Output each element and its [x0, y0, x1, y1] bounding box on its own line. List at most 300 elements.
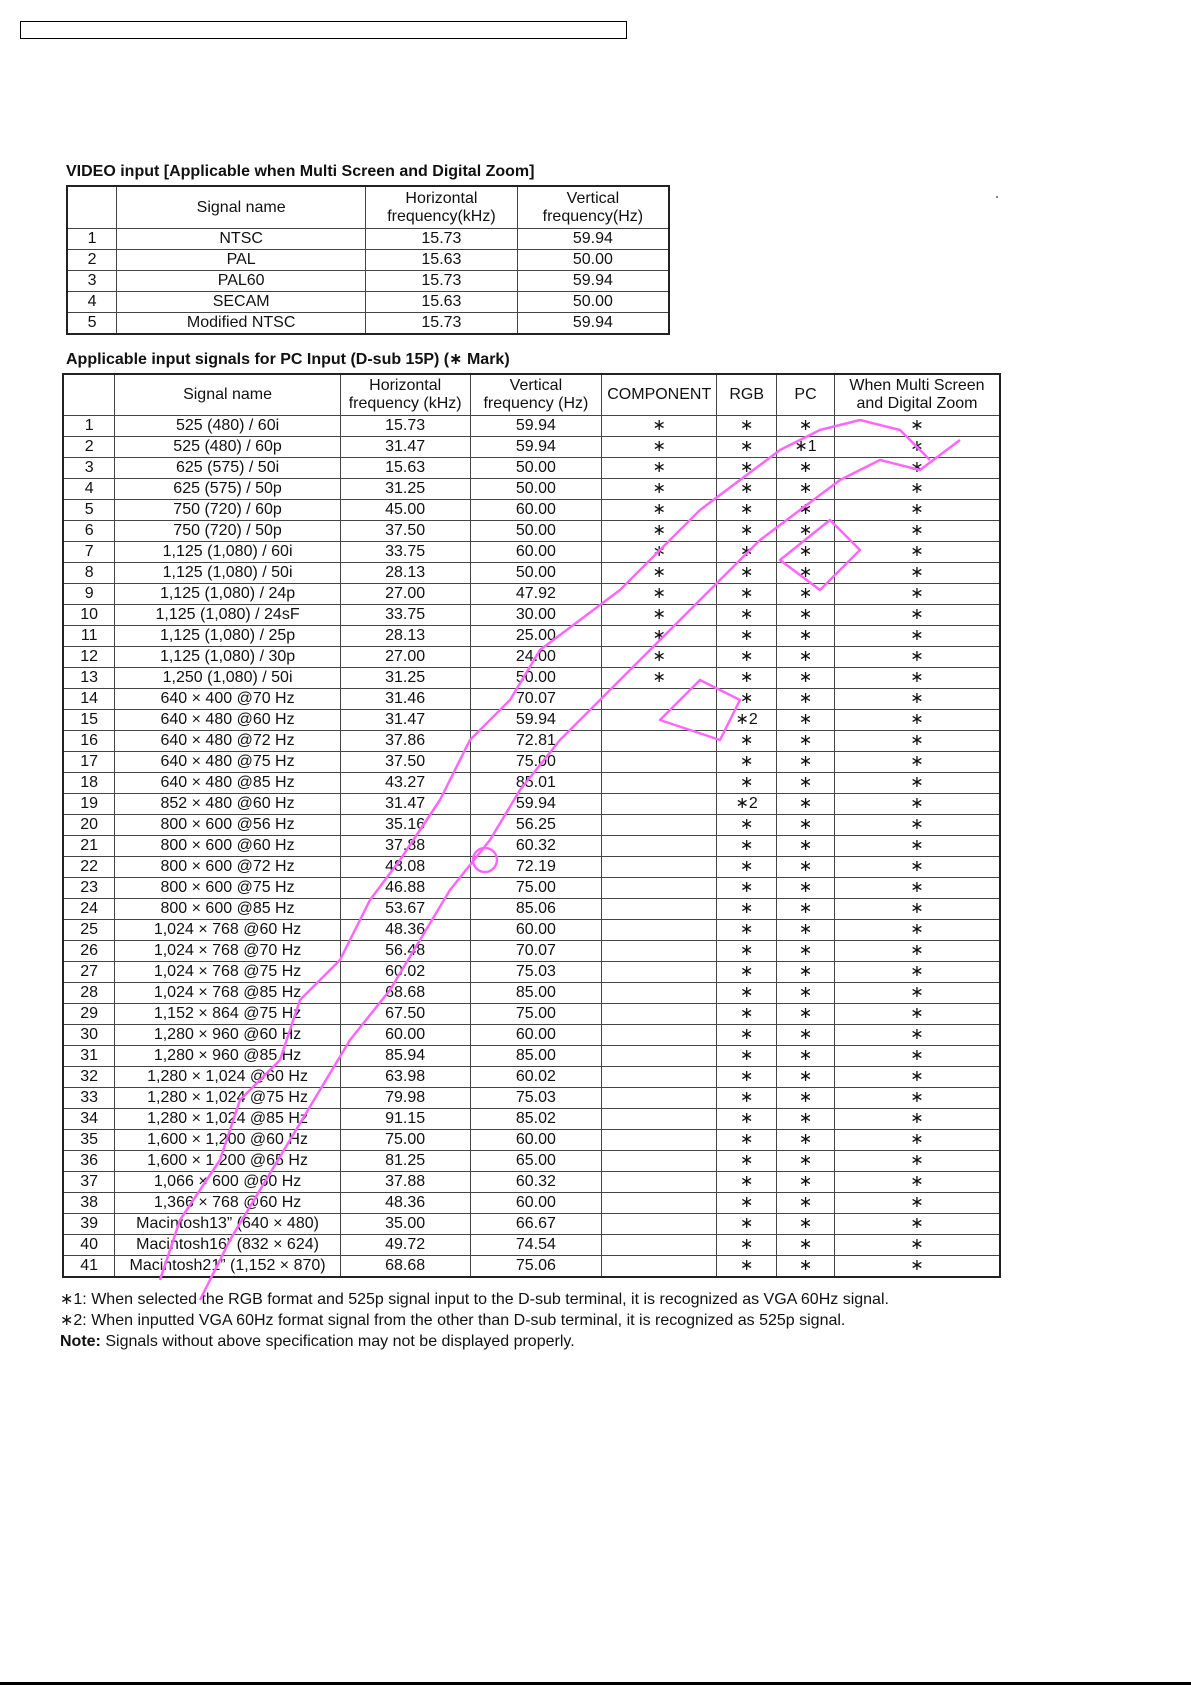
component-mark	[602, 689, 717, 710]
column-header-text: PC	[794, 386, 817, 403]
column-header-text: frequency(Hz)	[542, 207, 644, 225]
rgb-mark: ∗	[717, 836, 777, 857]
table-row	[63, 479, 1000, 500]
vertical-frequency: 24.00	[470, 647, 602, 668]
component-mark	[602, 1256, 717, 1278]
signal-name: 625 (575) / 50p	[115, 479, 340, 500]
component-mark: ∗	[602, 542, 717, 563]
signal-name: 1,125 (1,080) / 25p	[115, 626, 340, 647]
row-number: 32	[63, 1067, 115, 1088]
horizontal-frequency: 79.98	[340, 1088, 470, 1109]
column-header-text: Horizontal	[405, 189, 478, 207]
signal-name: 1,280 × 960 @85 Hz	[115, 1046, 340, 1067]
row-number: 39	[63, 1214, 115, 1235]
multi-screen-mark: ∗	[834, 899, 1000, 920]
table-row	[63, 605, 1000, 626]
vertical-frequency: 59.94	[470, 437, 602, 458]
rgb-mark: ∗	[717, 941, 777, 962]
component-mark	[602, 899, 717, 920]
column-header	[834, 374, 1000, 416]
horizontal-frequency: 60.00	[340, 1025, 470, 1046]
row-number: 20	[63, 815, 115, 836]
pc-mark: ∗	[777, 458, 835, 479]
rgb-mark: ∗	[717, 626, 777, 647]
signal-name: 1,280 × 1,024 @75 Hz	[115, 1088, 340, 1109]
multi-screen-mark: ∗	[834, 1214, 1000, 1235]
vertical-frequency: 60.02	[470, 1067, 602, 1088]
multi-screen-mark: ∗	[834, 920, 1000, 941]
multi-screen-mark: ∗	[834, 941, 1000, 962]
vertical-frequency: 50.00	[470, 458, 602, 479]
rgb-mark: ∗	[717, 1193, 777, 1214]
rgb-mark: ∗	[717, 458, 777, 479]
component-mark	[602, 773, 717, 794]
row-number: 13	[63, 668, 115, 689]
pc-mark: ∗	[777, 521, 835, 542]
horizontal-frequency: 35.16	[340, 815, 470, 836]
multi-screen-mark: ∗	[834, 857, 1000, 878]
signal-name: 1,600 × 1,200 @60 Hz	[115, 1130, 340, 1151]
row-number: 7	[63, 542, 115, 563]
table-row	[67, 271, 669, 292]
component-mark	[602, 941, 717, 962]
pc-mark: ∗	[777, 689, 835, 710]
column-header	[717, 374, 777, 416]
signal-name: Modified NTSC	[117, 313, 366, 335]
signal-name: 800 × 600 @85 Hz	[115, 899, 340, 920]
component-mark: ∗	[602, 563, 717, 584]
component-mark	[602, 920, 717, 941]
table-row	[63, 689, 1000, 710]
pc-mark: ∗	[777, 1088, 835, 1109]
table-row	[67, 292, 669, 313]
rgb-mark: ∗	[717, 1130, 777, 1151]
column-header	[366, 186, 518, 229]
row-number: 5	[67, 313, 117, 335]
table-row	[67, 229, 669, 250]
pc-mark: ∗	[777, 836, 835, 857]
vertical-frequency: 75.03	[470, 962, 602, 983]
row-number: 27	[63, 962, 115, 983]
header-box	[20, 21, 627, 39]
component-mark	[602, 815, 717, 836]
rgb-mark: ∗	[717, 878, 777, 899]
table-row	[63, 626, 1000, 647]
multi-screen-mark: ∗	[834, 500, 1000, 521]
component-mark	[602, 983, 717, 1004]
vertical-frequency: 50.00	[470, 563, 602, 584]
vertical-frequency: 75.00	[470, 752, 602, 773]
vertical-frequency: 47.92	[470, 584, 602, 605]
row-number: 1	[63, 416, 115, 437]
vertical-frequency: 59.94	[517, 229, 669, 250]
row-number: 31	[63, 1046, 115, 1067]
pc-mark: ∗	[777, 878, 835, 899]
rgb-mark: ∗	[717, 584, 777, 605]
signal-name: 640 × 480 @60 Hz	[115, 710, 340, 731]
component-mark: ∗	[602, 668, 717, 689]
horizontal-frequency: 15.63	[366, 250, 518, 271]
table-row	[63, 752, 1000, 773]
signal-name: 1,024 × 768 @70 Hz	[115, 941, 340, 962]
multi-screen-mark: ∗	[834, 815, 1000, 836]
column-header-text: and Digital Zoom	[856, 395, 978, 412]
vertical-frequency: 85.00	[470, 1046, 602, 1067]
vertical-frequency: 60.00	[470, 1130, 602, 1151]
signal-name: 1,250 (1,080) / 50i	[115, 668, 340, 689]
pc-table-header	[63, 374, 1000, 416]
row-number: 26	[63, 941, 115, 962]
horizontal-frequency: 15.73	[366, 229, 518, 250]
horizontal-frequency: 28.13	[340, 626, 470, 647]
rgb-mark: ∗	[717, 1214, 777, 1235]
column-header	[602, 374, 717, 416]
pc-mark: ∗	[777, 962, 835, 983]
row-number: 29	[63, 1004, 115, 1025]
multi-screen-mark: ∗	[834, 437, 1000, 458]
component-mark	[602, 1109, 717, 1130]
table-row	[63, 899, 1000, 920]
component-mark	[602, 1151, 717, 1172]
table-row	[63, 500, 1000, 521]
vertical-frequency: 72.81	[470, 731, 602, 752]
table-row	[63, 521, 1000, 542]
row-number: 41	[63, 1256, 115, 1278]
component-mark	[602, 836, 717, 857]
column-header	[777, 374, 835, 416]
pc-mark: ∗	[777, 584, 835, 605]
signal-name: 1,600 × 1,200 @65 Hz	[115, 1151, 340, 1172]
rgb-mark: ∗	[717, 1256, 777, 1278]
pc-mark: ∗	[777, 500, 835, 521]
signal-name: 640 × 480 @85 Hz	[115, 773, 340, 794]
component-mark	[602, 1004, 717, 1025]
rgb-mark: ∗	[717, 500, 777, 521]
table-row	[63, 878, 1000, 899]
vertical-frequency: 50.00	[517, 250, 669, 271]
signal-name: 750 (720) / 50p	[115, 521, 340, 542]
row-number: 22	[63, 857, 115, 878]
rgb-mark: ∗	[717, 1088, 777, 1109]
rgb-mark: ∗	[717, 1109, 777, 1130]
pc-section-title: Applicable input signals for PC Input (D-sub 15P) (∗ Mark)	[66, 351, 510, 368]
vertical-frequency: 75.06	[470, 1256, 602, 1278]
row-number: 16	[63, 731, 115, 752]
vertical-frequency: 59.94	[470, 794, 602, 815]
horizontal-frequency: 15.73	[366, 271, 518, 292]
table-row	[63, 941, 1000, 962]
multi-screen-mark: ∗	[834, 836, 1000, 857]
vertical-frequency: 50.00	[470, 479, 602, 500]
row-number: 3	[67, 271, 117, 292]
signal-name: 625 (575) / 50i	[115, 458, 340, 479]
table-row	[63, 1046, 1000, 1067]
table-row	[63, 1004, 1000, 1025]
component-mark: ∗	[602, 605, 717, 626]
table-row	[63, 1088, 1000, 1109]
component-mark	[602, 752, 717, 773]
pc-mark: ∗	[777, 563, 835, 584]
rgb-mark: ∗	[717, 668, 777, 689]
table-row	[63, 668, 1000, 689]
table-row	[63, 836, 1000, 857]
horizontal-frequency: 60.02	[340, 962, 470, 983]
vertical-frequency: 50.00	[470, 668, 602, 689]
vertical-frequency: 50.00	[470, 521, 602, 542]
multi-screen-mark: ∗	[834, 1025, 1000, 1046]
vertical-frequency: 60.00	[470, 542, 602, 563]
horizontal-frequency: 33.75	[340, 542, 470, 563]
component-mark: ∗	[602, 500, 717, 521]
horizontal-frequency: 31.47	[340, 437, 470, 458]
horizontal-frequency: 31.46	[340, 689, 470, 710]
pc-mark: ∗	[777, 479, 835, 500]
vertical-frequency: 60.00	[470, 500, 602, 521]
footnote-note	[60, 1331, 889, 1352]
pc-mark: ∗	[777, 1067, 835, 1088]
horizontal-frequency: 49.72	[340, 1235, 470, 1256]
vertical-frequency: 60.32	[470, 836, 602, 857]
column-header-text: Signal name	[183, 386, 273, 403]
pc-mark: ∗	[777, 416, 835, 437]
multi-screen-mark: ∗	[834, 668, 1000, 689]
pc-mark: ∗	[777, 1172, 835, 1193]
component-mark	[602, 794, 717, 815]
signal-name: 640 × 400 @70 Hz	[115, 689, 340, 710]
table-row	[63, 1235, 1000, 1256]
multi-screen-mark: ∗	[834, 710, 1000, 731]
rgb-mark: ∗2	[717, 794, 777, 815]
vertical-frequency: 85.00	[470, 983, 602, 1004]
column-header	[470, 374, 602, 416]
vertical-frequency: 70.07	[470, 941, 602, 962]
horizontal-frequency: 48.36	[340, 920, 470, 941]
column-header-text: frequency (kHz)	[348, 395, 462, 412]
rgb-mark: ∗	[717, 1235, 777, 1256]
multi-screen-mark: ∗	[834, 794, 1000, 815]
rgb-mark: ∗	[717, 437, 777, 458]
horizontal-frequency: 37.50	[340, 752, 470, 773]
pc-mark: ∗	[777, 1151, 835, 1172]
horizontal-frequency: 31.25	[340, 479, 470, 500]
video-table-header	[67, 186, 669, 229]
multi-screen-mark: ∗	[834, 416, 1000, 437]
component-mark	[602, 1025, 717, 1046]
pc-mark: ∗	[777, 815, 835, 836]
rgb-mark: ∗	[717, 815, 777, 836]
multi-screen-mark: ∗	[834, 1193, 1000, 1214]
table-row	[63, 710, 1000, 731]
horizontal-frequency: 31.25	[340, 668, 470, 689]
vertical-frequency: 60.00	[470, 1193, 602, 1214]
video-table-body	[67, 229, 669, 335]
horizontal-frequency: 37.88	[340, 836, 470, 857]
rgb-mark: ∗	[717, 1046, 777, 1067]
multi-screen-mark: ∗	[834, 542, 1000, 563]
row-number: 12	[63, 647, 115, 668]
signal-name: 1,024 × 768 @75 Hz	[115, 962, 340, 983]
pc-mark: ∗1	[777, 437, 835, 458]
row-number: 36	[63, 1151, 115, 1172]
row-number: 4	[67, 292, 117, 313]
row-number: 15	[63, 710, 115, 731]
column-header	[517, 186, 669, 229]
horizontal-frequency: 48.08	[340, 857, 470, 878]
row-number: 17	[63, 752, 115, 773]
multi-screen-mark: ∗	[834, 584, 1000, 605]
rgb-mark: ∗	[717, 416, 777, 437]
rgb-mark: ∗	[717, 1151, 777, 1172]
rgb-mark: ∗2	[717, 710, 777, 731]
vertical-frequency: 75.00	[470, 878, 602, 899]
horizontal-frequency: 91.15	[340, 1109, 470, 1130]
vertical-frequency: 74.54	[470, 1235, 602, 1256]
signal-name: 1,125 (1,080) / 50i	[115, 563, 340, 584]
signal-name: 1,066 × 600 @60 Hz	[115, 1172, 340, 1193]
multi-screen-mark: ∗	[834, 689, 1000, 710]
table-row	[63, 1151, 1000, 1172]
table-row	[67, 250, 669, 271]
pc-mark: ∗	[777, 794, 835, 815]
table-row	[63, 437, 1000, 458]
component-mark	[602, 1046, 717, 1067]
horizontal-frequency: 85.94	[340, 1046, 470, 1067]
vertical-frequency: 65.00	[470, 1151, 602, 1172]
rgb-mark: ∗	[717, 773, 777, 794]
row-number: 6	[63, 521, 115, 542]
footnote-1: ∗1: When selected the RGB format and 525p signal input to the D-sub terminal, it is recognized as VGA 60Hz signal.	[60, 1291, 889, 1308]
table-row	[63, 1214, 1000, 1235]
vertical-frequency: 30.00	[470, 605, 602, 626]
vertical-frequency: 85.01	[470, 773, 602, 794]
signal-name: 800 × 600 @72 Hz	[115, 857, 340, 878]
pc-mark: ∗	[777, 1193, 835, 1214]
table-row	[63, 458, 1000, 479]
vertical-frequency: 60.00	[470, 920, 602, 941]
component-mark	[602, 1067, 717, 1088]
column-header	[340, 374, 470, 416]
signal-name: 1,024 × 768 @60 Hz	[115, 920, 340, 941]
pc-mark: ∗	[777, 542, 835, 563]
table-row	[63, 857, 1000, 878]
component-mark: ∗	[602, 437, 717, 458]
row-number: 23	[63, 878, 115, 899]
row-number: 18	[63, 773, 115, 794]
column-header-text: Vertical	[566, 189, 620, 207]
column-header-text: RGB	[729, 386, 764, 403]
multi-screen-mark: ∗	[834, 1067, 1000, 1088]
horizontal-frequency: 48.36	[340, 1193, 470, 1214]
signal-name: 1,125 (1,080) / 24sF	[115, 605, 340, 626]
multi-screen-mark: ∗	[834, 731, 1000, 752]
horizontal-frequency: 28.13	[340, 563, 470, 584]
rgb-mark: ∗	[717, 1067, 777, 1088]
horizontal-frequency: 27.00	[340, 584, 470, 605]
pc-mark: ∗	[777, 710, 835, 731]
signal-name: 1,152 × 864 @75 Hz	[115, 1004, 340, 1025]
table-row	[63, 815, 1000, 836]
multi-screen-mark: ∗	[834, 605, 1000, 626]
horizontal-frequency: 67.50	[340, 1004, 470, 1025]
row-number: 8	[63, 563, 115, 584]
row-number: 33	[63, 1088, 115, 1109]
pc-mark: ∗	[777, 1004, 835, 1025]
multi-screen-mark: ∗	[834, 983, 1000, 1004]
multi-screen-mark: ∗	[834, 1004, 1000, 1025]
multi-screen-mark: ∗	[834, 458, 1000, 479]
column-header	[115, 374, 340, 416]
pc-mark: ∗	[777, 773, 835, 794]
vertical-frequency: 59.94	[470, 416, 602, 437]
vertical-frequency: 66.67	[470, 1214, 602, 1235]
signal-name: 1,366 × 768 @60 Hz	[115, 1193, 340, 1214]
column-header	[67, 186, 117, 229]
column-header-text: When Multi Screen	[849, 377, 985, 394]
table-row	[63, 1256, 1000, 1278]
horizontal-frequency: 63.98	[340, 1067, 470, 1088]
table-row	[63, 962, 1000, 983]
signal-name: NTSC	[117, 229, 366, 250]
multi-screen-mark: ∗	[834, 647, 1000, 668]
component-mark: ∗	[602, 626, 717, 647]
vertical-frequency: 75.03	[470, 1088, 602, 1109]
horizontal-frequency: 15.63	[366, 292, 518, 313]
vertical-frequency: 75.00	[470, 1004, 602, 1025]
component-mark	[602, 1235, 717, 1256]
signal-name: PAL60	[117, 271, 366, 292]
footnotes	[60, 1289, 889, 1352]
table-row	[63, 647, 1000, 668]
pc-mark: ∗	[777, 1130, 835, 1151]
column-header-text: frequency(kHz)	[387, 207, 496, 225]
rgb-mark: ∗	[717, 563, 777, 584]
row-number: 38	[63, 1193, 115, 1214]
component-mark	[602, 878, 717, 899]
horizontal-frequency: 37.88	[340, 1172, 470, 1193]
horizontal-frequency: 68.68	[340, 1256, 470, 1278]
component-mark	[602, 1172, 717, 1193]
table-row	[63, 1025, 1000, 1046]
column-header-text: COMPONENT	[607, 386, 712, 403]
pc-mark: ∗	[777, 1046, 835, 1067]
component-mark: ∗	[602, 584, 717, 605]
multi-screen-mark: ∗	[834, 563, 1000, 584]
pc-table-body	[63, 416, 1000, 1278]
multi-screen-mark: ∗	[834, 1130, 1000, 1151]
signal-name: 525 (480) / 60p	[115, 437, 340, 458]
horizontal-frequency: 45.00	[340, 500, 470, 521]
row-number: 21	[63, 836, 115, 857]
component-mark	[602, 857, 717, 878]
component-mark	[602, 1214, 717, 1235]
rgb-mark: ∗	[717, 1004, 777, 1025]
row-number: 4	[63, 479, 115, 500]
signal-name: 640 × 480 @72 Hz	[115, 731, 340, 752]
horizontal-frequency: 27.00	[340, 647, 470, 668]
pc-mark: ∗	[777, 941, 835, 962]
horizontal-frequency: 75.00	[340, 1130, 470, 1151]
component-mark: ∗	[602, 479, 717, 500]
pc-mark: ∗	[777, 1235, 835, 1256]
pc-mark: ∗	[777, 857, 835, 878]
signal-name: 1,024 × 768 @85 Hz	[115, 983, 340, 1004]
pc-mark: ∗	[777, 647, 835, 668]
rgb-mark: ∗	[717, 1025, 777, 1046]
rgb-mark: ∗	[717, 605, 777, 626]
component-mark	[602, 731, 717, 752]
note-text: Signals without above specification may not be displayed properly.	[100, 1333, 575, 1350]
vertical-frequency: 59.94	[470, 710, 602, 731]
